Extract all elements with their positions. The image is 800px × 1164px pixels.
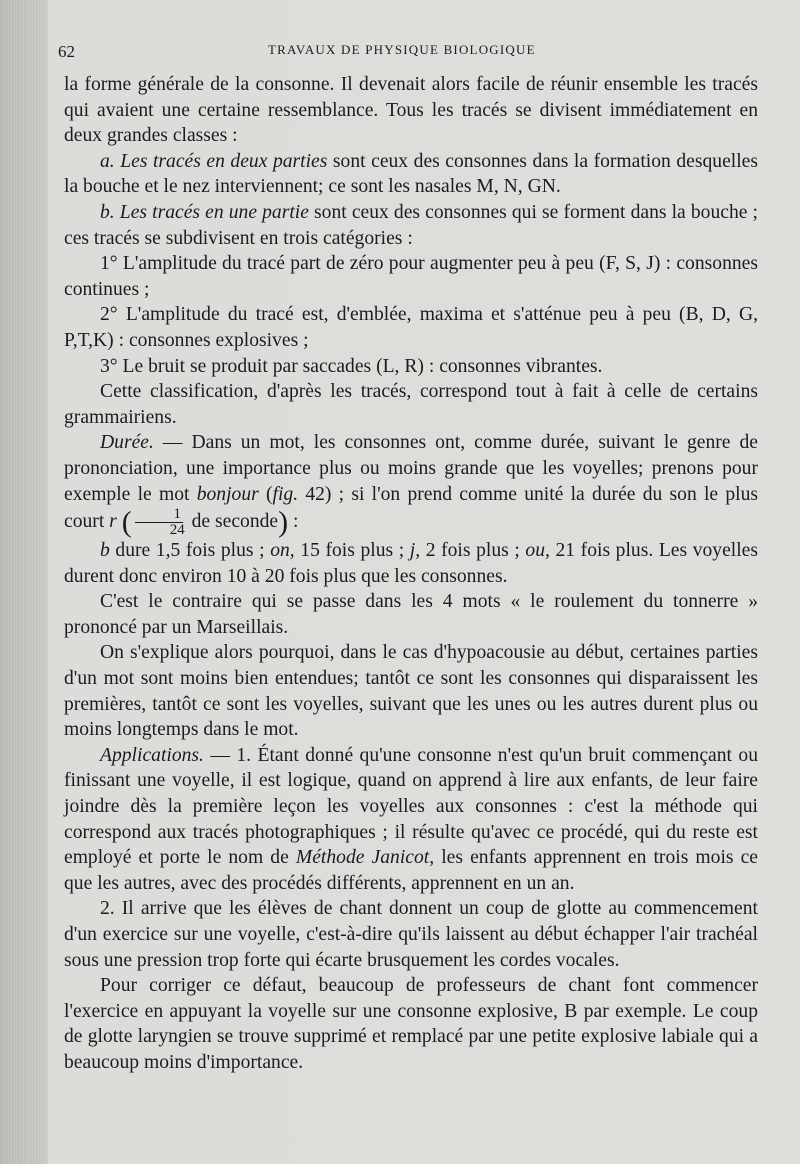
italic-label: Applications. — [100, 744, 204, 766]
fraction — [134, 507, 185, 538]
paragraph-text: , les enfants apprennent en trois mois ce que les autres, avec des procédés différents, apprennent en un an. — [64, 847, 759, 894]
paragraph-text: — 1. Étant donné qu'une consonne n'est qu'un bruit commençant ou finissant une voyelle, il est logique, quand on apprend à lire aux enfants, de leur faire joindre dès la première leçon les voyelles aux consonnes : c'est la méthode qui correspond aux tracés photographiques ; il résulte qu'avec ce procédé, qui du reste est employé et porte le nom de — [64, 744, 758, 869]
paragraph-text: sont ceux des consonnes qui se forment dans la bouche ; ces tracés se subdivisent en trois catégories : — [64, 201, 758, 249]
paragraph-text: 2 fois plus ; — [420, 540, 526, 562]
paragraph-text: 42) ; si l'on prend comme unité la durée du son le plus court — [64, 483, 759, 533]
italic-word: bonjour — [196, 483, 259, 505]
fraction-denominator: 24 — [169, 522, 185, 539]
paragraph — [64, 149, 758, 200]
paragraph — [64, 200, 758, 251]
paragraph-text: — Dans un mot, les consonnes ont, comme durée, suivant le genre de prononciation, une importance plus ou moins grande que les voyelles; prenons pour exemple le mot — [64, 432, 758, 505]
paragraph: On s'explique alors pourquoi, dans le cas d'hypoacousie au début, certaines parties d'un mot sont moins bien entendues; tantôt ce sont les consonnes qui disparaissent les premières, tantôt ce sont les voyelles, suivant que les unes ou les autres durent plus ou moins longtemps dans le mot. — [64, 642, 758, 741]
fraction-numerator: 1 — [135, 507, 183, 523]
figure-ref: fig. — [272, 483, 299, 505]
italic-word: on, — [270, 540, 295, 562]
paragraph: Cette classification, d'après les tracés, correspond tout à fait à celle de certains grammairiens. — [64, 381, 758, 428]
italic-label: b. Les tracés en une partie — [100, 201, 309, 223]
page-header — [58, 38, 758, 62]
paragraph-text: 21 fois plus. Les voyelles durent donc environ 10 à 20 fois plus que les consonnes. — [64, 540, 759, 587]
page-number: 62 — [58, 42, 75, 61]
paragraph: 3° Le bruit se produit par saccades (L, R) : consonnes vibrantes. — [100, 355, 603, 377]
italic-letter: b — [100, 540, 110, 562]
italic-word: j, — [409, 540, 421, 562]
paragraph: 2° L'amplitude du tracé est, d'emblée, maxima et s'atténue peu à peu (B, D, G, P,T,K) : consonnes explosives ; — [64, 304, 758, 351]
body-text — [64, 72, 758, 1076]
paragraph-text: sont ceux des consonnes dans la formation desquelles la bouche et le nez interviennent; ce sont les nasales M, N, GN. — [64, 150, 759, 198]
close-paren: ) — [278, 505, 289, 539]
paragraph — [64, 430, 758, 538]
italic-word: ou, — [525, 540, 550, 562]
paragraph — [64, 538, 758, 589]
page-binding-shadow — [0, 0, 48, 1164]
paragraph-text: 15 fois plus ; — [294, 540, 410, 562]
paragraph: Pour corriger ce défaut, beaucoup de professeurs de chant font commencer l'exercice en appuyant la voyelle sur une consonne explosive, B par exemple. Le coup de glotte laryngien se trouve supprimé et remplacé par une petite explosive labiale qui a beaucoup moins d'importance. — [64, 975, 758, 1073]
italic-label: a. Les tracés en deux parties — [100, 150, 328, 172]
paragraph-text: ( — [258, 483, 273, 505]
paragraph-text: dure 1,5 fois plus ; — [109, 540, 271, 562]
italic-letter: r — [109, 511, 117, 533]
running-head: TRAVAUX DE PHYSIQUE BIOLOGIQUE — [268, 42, 536, 57]
paragraph: C'est le contraire qui se passe dans les 4 mots « le roulement du tonnerre » prononcé par un Marseillais. — [64, 591, 758, 638]
paragraph: 1° L'amplitude du tracé part de zéro pour augmenter peu à peu (F, S, J) : consonnes continues ; — [64, 253, 758, 300]
paragraph-text: de seconde — [186, 511, 279, 533]
paragraph-text: : — [288, 511, 299, 533]
paragraph: 2. Il arrive que les élèves de chant donnent un coup de glotte au commencement d'un exercice sur une voyelle, c'est-à-dire qu'ils laissent au début échapper l'air trachéal sous une pression trop forte qui écarte brusquement les cordes vocales. — [64, 898, 758, 971]
italic-word: Méthode Janicot — [295, 847, 430, 869]
paragraph: la forme générale de la consonne. Il devenait alors facile de réunir ensemble les tracés qui avaient une certaine ressemblance. Tous les tracés se divisent immédiatement en deux grandes classes : — [64, 74, 758, 147]
italic-label: Durée. — [100, 432, 154, 454]
paragraph — [64, 743, 758, 897]
open-paren: ( — [121, 505, 132, 539]
